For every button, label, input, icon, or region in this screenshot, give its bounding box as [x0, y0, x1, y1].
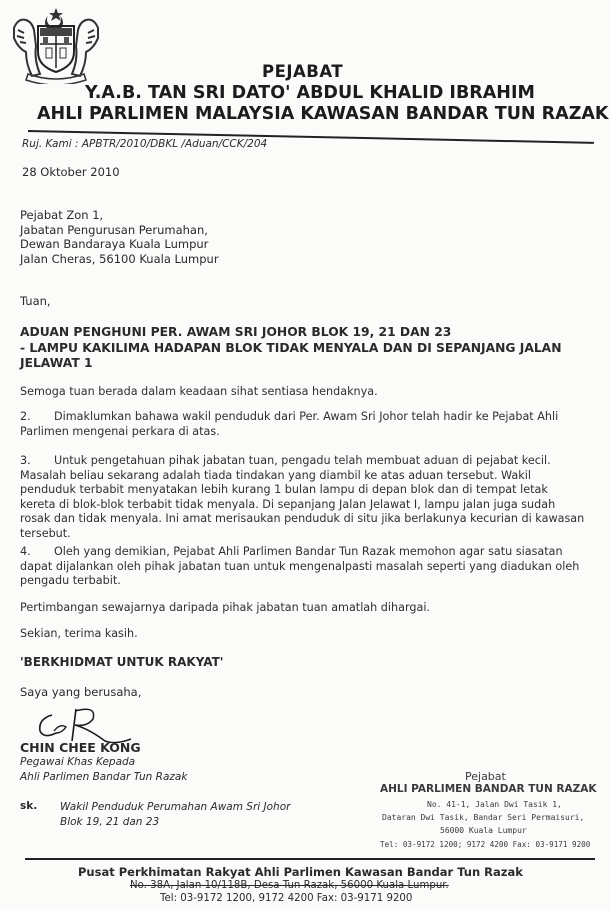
- header-office: PEJABAT: [262, 62, 344, 81]
- signatory-name: CHIN CHEE KONG: [20, 740, 141, 755]
- recipient-line: Pejabat Zon 1,: [20, 208, 104, 222]
- subject-line-2: - LAMPU KAKILIMA HADAPAN BLOK TIDAK MENYALA DAN DI SEPANJANG JALAN: [20, 341, 562, 355]
- signatory-role-2: Ahli Parlimen Bandar Tun Razak: [20, 771, 188, 783]
- recipient-line: Jabatan Pengurusan Perumahan,: [20, 222, 208, 237]
- signatory-role-1: Pegawai Khas Kepada: [20, 756, 136, 768]
- header-name: Y.A.B. TAN SRI DATO' ABDUL KHALID IBRAHIM: [85, 83, 535, 103]
- paragraph-number: 3.: [20, 454, 31, 467]
- footer-telephone: Tel: 03-9172 1200, 9172 4200 Fax: 03-9171 9200: [160, 893, 413, 904]
- footer-title: Pusat Perkhimatan Rakyat Ahli Parlimen Kawasan Bandar Tun Razak: [78, 865, 523, 879]
- subject-line-1: ADUAN PENGHUNI PER. AWAM SRI JOHOR BLOK 19, 21 DAN 23: [20, 325, 452, 339]
- stamp-name: AHLI PARLIMEN BANDAR TUN RAZAK: [380, 783, 597, 795]
- recipient-address: [20, 208, 320, 266]
- cc-label: sk.: [20, 800, 38, 812]
- footer-rule: [25, 858, 595, 860]
- subject-line-3: JELAWAT 1: [20, 356, 93, 370]
- stamp-address-2: Dataran Dwi Tasik, Bandar Seri Permaisuri,: [382, 813, 585, 822]
- paragraph-text: Untuk pengetahuan pihak jabatan tuan, pengadu telah membuat aduan di pejabat kecil. Masalah beliau sekarang adalah tiada tindakan yang diambil ke atas aduan tersebut. Wakil penduduk terbabit menyatakan lebih kurang 1 bulan lampu di depan blok dan di tempat letak kereta di blok-blok terbabit tidak menyala. Di sepanjang Jalan Jelawat I, lampu jalan juga sudah rosak dan tidak menyala. Ini amat merisaukan penduduk di situ jika berlakunya kecurian di kawasan tersebut.: [20, 454, 585, 540]
- paragraph-2: [20, 410, 585, 439]
- paragraph-text: Dimaklumkan bahawa wakil penduduk dari Per. Awam Sri Johor telah hadir ke Pejabat Ahli Parlimen mengenai perkara di atas.: [20, 410, 559, 438]
- coat-of-arms-emblem: [8, 6, 104, 84]
- cc-line-2: Blok 19, 21 dan 23: [60, 816, 160, 828]
- handwritten-signature: [30, 703, 140, 743]
- motto: 'BERKHIDMAT UNTUK RAKYAT': [20, 655, 224, 669]
- paragraph-text: Oleh yang demikian, Pejabat Ahli Parlimen Bandar Tun Razak memohon agar satu siasatan dapat dijalankan oleh pihak jabatan tuan untuk mengenalpasti masalah seperti yang diadukan oleh pengadu terbabit.: [20, 545, 580, 587]
- stamp-telephone: Tel: 03-9172 1200; 9172 4200 Fax: 03-9171 9200: [380, 840, 591, 849]
- header-title: AHLI PARLIMEN MALAYSIA KAWASAN BANDAR TUN RAZAK: [37, 104, 609, 124]
- greeting-paragraph: Semoga tuan berada dalam keadaan sihat sentiasa hendaknya.: [20, 385, 378, 398]
- cc-line-1: Wakil Penduduk Perumahan Awam Sri Johor: [60, 801, 291, 813]
- reference-number: Ruj. Kami : APBTR/2010/DBKL /Aduan/CCK/204: [22, 138, 268, 150]
- letter-date: 28 Oktober 2010: [22, 165, 120, 179]
- signoff: Saya yang berusaha,: [20, 685, 142, 699]
- paragraph-4: [20, 545, 585, 589]
- recipient-line: Jalan Cheras, 56100 Kuala Lumpur: [20, 251, 219, 266]
- recipient-line: Dewan Bandaraya Kuala Lumpur: [20, 237, 209, 251]
- stamp-address-3: 56000 Kuala Lumpur: [440, 826, 527, 835]
- stamp-address-1: No. 41-1, Jalan Dwi Tasik 1,: [427, 800, 562, 809]
- consideration-paragraph: Pertimbangan sewajarnya daripada pihak jabatan tuan amatlah dihargai.: [20, 601, 430, 614]
- paragraph-number: 2.: [20, 410, 31, 423]
- paragraph-number: 4.: [20, 545, 31, 558]
- office-stamp: [380, 770, 595, 855]
- paragraph-3: [20, 454, 585, 541]
- closing-paragraph: Sekian, terima kasih.: [20, 627, 138, 640]
- footer-address: No. 38A, Jalan 10/118B, Desa Tun Razak, 56000 Kuala Lumpur.: [130, 880, 449, 891]
- stamp-office: Pejabat: [465, 770, 506, 783]
- salutation: Tuan,: [20, 294, 51, 308]
